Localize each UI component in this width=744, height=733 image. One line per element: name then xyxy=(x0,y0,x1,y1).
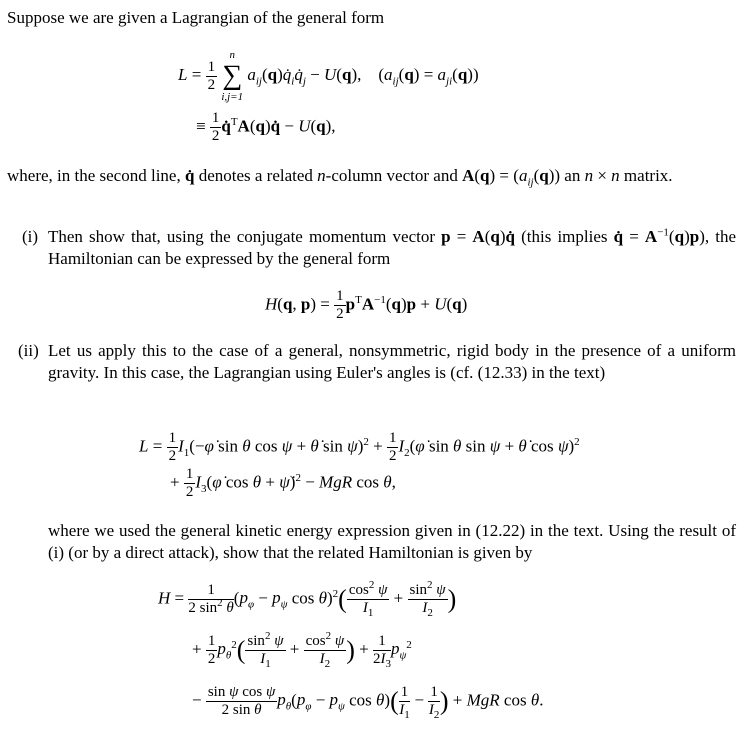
part-ii-label: (ii) xyxy=(18,341,39,360)
equation-hamiltonian-line2: + $\frac{1}{2}$ $p_\theta^2$( $\frac{\sin^2 \psi}{I_1}$ + $\frac{\cos^2 \psi}{I_2}$ ) + $\frac{1}{2I_3}$ $p_\psi^2$ xyxy=(192,630,412,670)
equation-lagrangian-euler-line2: + $\frac{1}{2}$ $I_3(\varphi̇$ cos θ + ψ̇)$^2$ − MgR cos θ, xyxy=(170,466,396,500)
equation-hamiltonian-line1: H = $\frac{1}{2 \sin^2 \theta}$ ($p_\varphi - p_\psi$ cos θ)$^2$( $\frac{\cos^2 \psi}{I_1}$ + $\frac{\sin^2 \psi}{I_2}$ ) xyxy=(158,579,457,619)
part-ii-text: Let us apply this to the case of a general, nonsymmetric, rigid body in the presence of a uniform gravity. In this case, the Lagrangian using Euler's angles is (cf. (12.33) in the text) xyxy=(48,341,736,382)
equation-lagrangian-general-line1: L = $\frac{1}{2}$ n ∑ i,j=1 $a_{ij}(q)q̇_iq̇_j - U(q)$, $(a_{ij}(q) = a_{ji}(q))$ xyxy=(178,49,479,103)
equation-lagrangian-euler-line1: L = $\frac{1}{2}$ $I_1(-\varphi̇$ sin θ cos ψ + θ̇ sin ψ)$^2$ + $\frac{1}{2}$ $I_2(\varphi̇$ sin θ sin ψ + θ̇ cos ψ)$^2$ xyxy=(139,430,580,464)
equation-lagrangian-general-line2: ≡ $\frac{1}{2}$ q̇$^T$A(q)q̇ − U(q), xyxy=(196,110,336,144)
part-i-label: (i) xyxy=(22,227,39,246)
intro-text: Suppose we are given a Lagrangian of the general form xyxy=(7,8,385,27)
part-ii-text2: where we used the general kinetic energy expression given in (12.22) in the text. Using the result of (i) (or by a direct attack), show that the related Hamiltonian is given by xyxy=(48,521,736,562)
equation-hamiltonian-line3: − $\frac{\text{sin ψ cos ψ}}{\text{2 sin θ}}$ $p_\theta(p_\varphi - p_\psi$ cos θ)( $\frac{1}{I_1}$ − $\frac{1}{I_2}$ ) + MgR cos θ. xyxy=(192,684,544,721)
equation-hamiltonian-general: H(q, p) = $\frac{1}{2}$ $p^TA^{-1}(q)p + U(q)$ xyxy=(265,288,468,322)
where-paragraph: where, in the second line, q̇ denotes a related n-column vector and $A(q) = (a_{ij}(q))$ an n × n matrix. xyxy=(7,166,673,189)
part-i-text: Then show that, using the conjugate momentum vector p = A(q)q̇ (this implies q̇ = $A^{-1}(q)p$), the Hamiltonian can be expressed by the general form xyxy=(48,226,737,268)
